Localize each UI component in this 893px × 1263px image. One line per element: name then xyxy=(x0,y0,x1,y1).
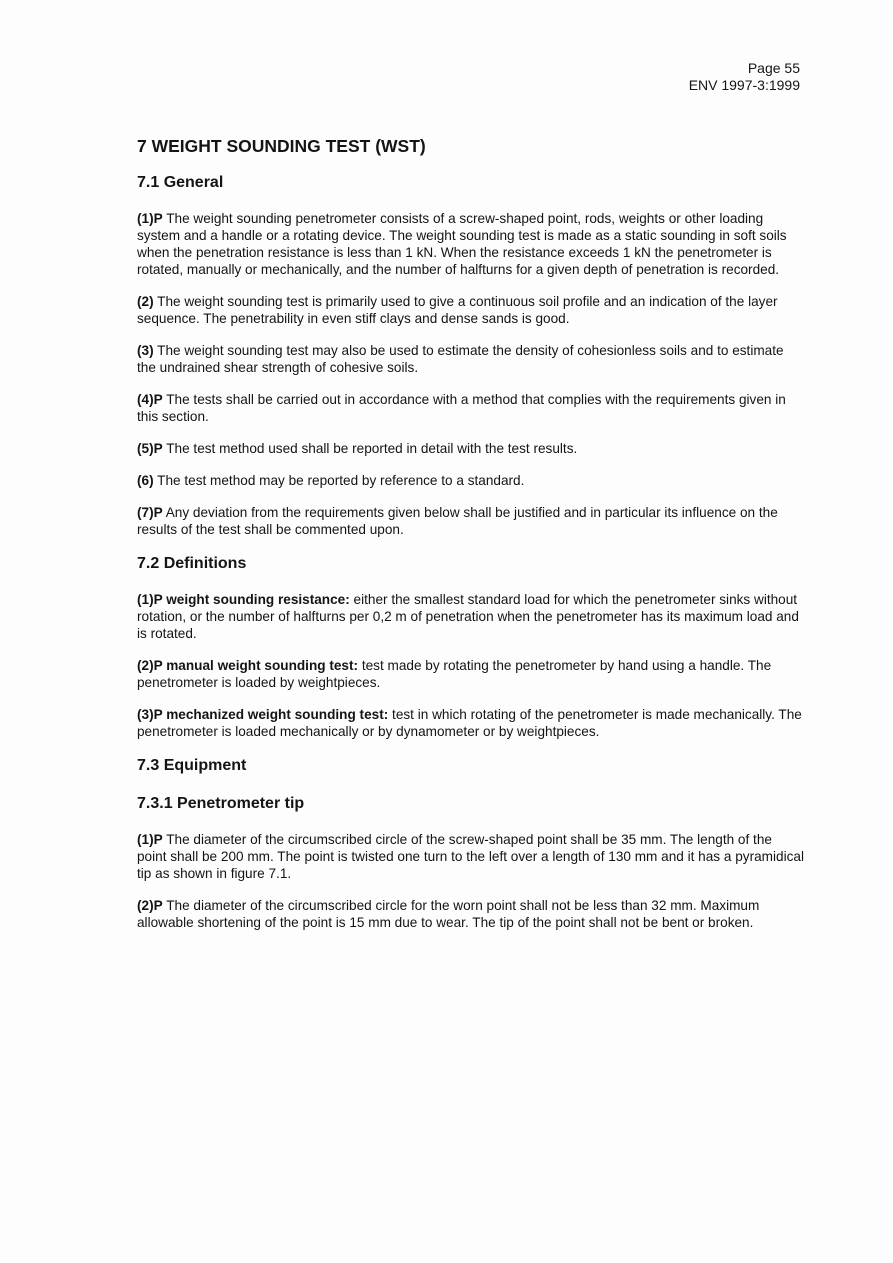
clause-text: The weight sounding test is primarily used to give a continuous soil profile and an indication of the layer sequence. The penetrability in even stiff clays and dense sands is good. xyxy=(137,294,778,326)
page-header xyxy=(689,60,800,94)
clause-number: (1)P xyxy=(137,592,163,607)
section-7-2-heading: 7.2 Definitions xyxy=(137,555,247,572)
clause-text: test made by rotating the penetrometer by hand using a handle. The penetrometer is loaded by weightpieces. xyxy=(137,658,772,690)
section-7-2-paragraph-2 xyxy=(137,657,805,691)
section-7-1-paragraph-6 xyxy=(137,472,805,489)
clause-text: The diameter of the circumscribed circle of the screw-shaped point shall be 35 mm. The length of the point shall be 200 mm. The point is twisted one turn to the left over a length of 130 mm and it has a pyramidical tip as shown in figure 7.1. xyxy=(137,832,804,881)
section-7-2-paragraph-1 xyxy=(137,591,805,642)
document-body xyxy=(137,134,805,946)
section-7-3-heading: 7.3 Equipment xyxy=(137,757,247,774)
clause-number: (5)P xyxy=(137,441,163,456)
clause-text: The weight sounding penetrometer consists of a screw-shaped point, rods, weights or other loading system and a handle or a rotating device. The weight sounding test is made as a static sounding in soft soils when the penetration resistance is less than 1 kN. When the resistance exceeds 1 kN the penetrometer is rotated, manually or mechanically, and the number of halfturns for a given depth of penetration is recorded. xyxy=(137,211,787,277)
section-7-2-paragraph-3 xyxy=(137,706,805,740)
page-number: Page 55 xyxy=(747,60,800,76)
clause-number: (3)P xyxy=(137,707,163,722)
section-7-3-1-heading: 7.3.1 Penetrometer tip xyxy=(137,795,305,812)
defined-term: weight sounding resistance: xyxy=(162,592,350,607)
section-7-1-paragraph-5 xyxy=(137,440,805,457)
clause-number: (6) xyxy=(137,473,154,488)
section-7-1-paragraph-1 xyxy=(137,210,805,278)
clause-number: (2)P xyxy=(137,898,163,913)
clause-text: The weight sounding test may also be used to estimate the density of cohesionless soils and to estimate the undrained shear strength of cohesive soils. xyxy=(137,343,784,375)
section-7-1-paragraph-2 xyxy=(137,293,805,327)
clause-number: (1)P xyxy=(137,832,163,847)
section-7-heading: 7 WEIGHT SOUNDING TEST (WST) xyxy=(137,136,426,156)
clause-number: (4)P xyxy=(137,392,163,407)
clause-text: test in which rotating of the penetrometer is made mechanically. The penetrometer is loaded mechanically or by dynamometer or by weightpieces. xyxy=(137,707,802,739)
clause-number: (3) xyxy=(137,343,154,358)
clause-text: The diameter of the circumscribed circle for the worn point shall not be less than 32 mm. Maximum allowable shortening of the point is 15 mm due to wear. The tip of the point shall not be bent or broken. xyxy=(137,898,760,930)
clause-number: (7)P xyxy=(137,505,163,520)
clause-text: either the smallest standard load for which the penetrometer sinks without rotation, or the number of halfturns per 0,2 m of penetration when the penetrometer has its maximum load and is rotated. xyxy=(137,592,799,641)
clause-text: The tests shall be carried out in accordance with a method that complies with the requirements given in this section. xyxy=(137,392,786,424)
section-7-1-paragraph-7 xyxy=(137,504,805,538)
clause-text: The test method used shall be reported in detail with the test results. xyxy=(162,441,578,456)
clause-text: Any deviation from the requirements given below shall be justified and in particular its influence on the results of the test shall be commented upon. xyxy=(137,505,778,537)
section-7-1-heading: 7.1 General xyxy=(137,174,224,191)
clause-text: The test method may be reported by reference to a standard. xyxy=(153,473,525,488)
defined-term: mechanized weight sounding test: xyxy=(162,707,389,722)
section-7-1-paragraph-3 xyxy=(137,342,805,376)
clause-number: (2)P xyxy=(137,658,163,673)
section-7-1-paragraph-4 xyxy=(137,391,805,425)
document-code: ENV 1997-3:1999 xyxy=(688,77,800,93)
clause-number: (1)P xyxy=(137,211,163,226)
defined-term: manual weight sounding test: xyxy=(162,658,359,673)
clause-number: (2) xyxy=(137,294,154,309)
section-7-3-1-paragraph-2 xyxy=(137,897,805,931)
section-7-3-1-paragraph-1 xyxy=(137,831,805,882)
